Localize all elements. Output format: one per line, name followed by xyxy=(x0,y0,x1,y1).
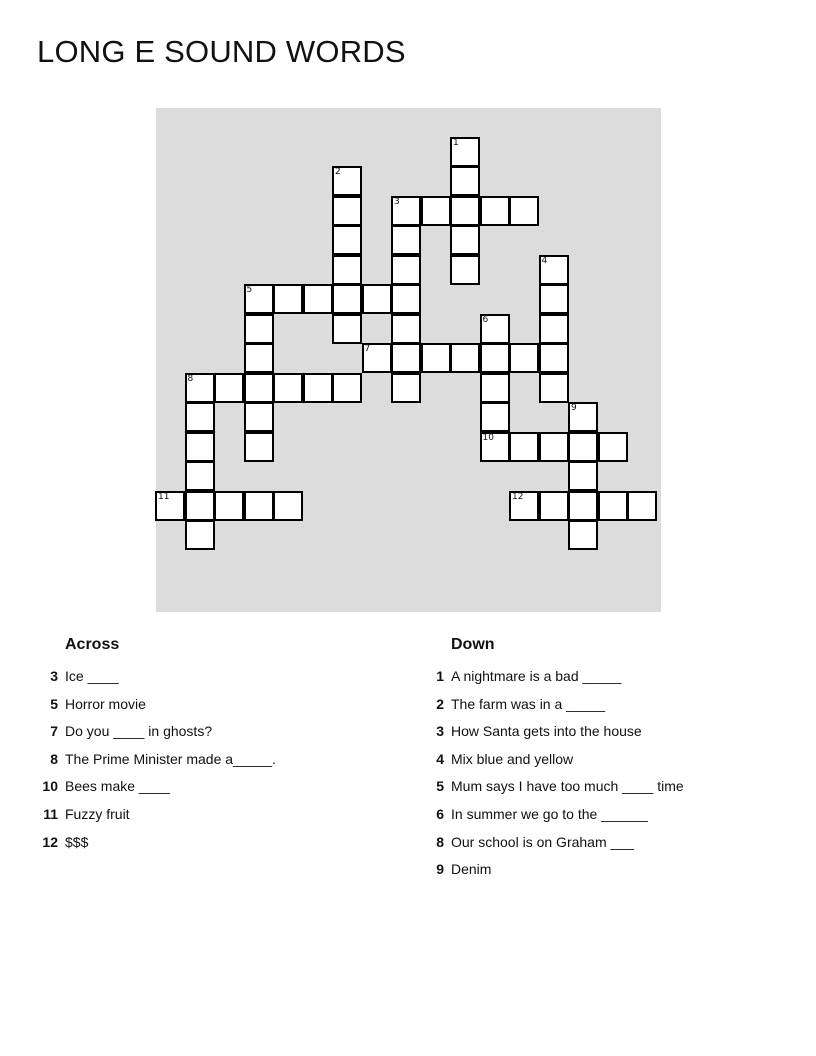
grid-cell[interactable] xyxy=(480,196,510,226)
clue-text: The farm was in a _____ xyxy=(451,695,606,712)
clue-text: Mum says I have too much ____ time xyxy=(451,778,684,795)
grid-cell[interactable] xyxy=(421,343,451,373)
clue-text: The Prime Minister made a_____. xyxy=(65,750,276,767)
grid-cell[interactable] xyxy=(509,491,539,521)
grid-cell[interactable] xyxy=(391,314,421,344)
grid-cell[interactable] xyxy=(539,343,569,373)
cell-number: 2 xyxy=(335,167,341,177)
grid-cell[interactable] xyxy=(568,432,598,462)
down-heading: Down xyxy=(451,636,495,653)
grid-cell[interactable] xyxy=(332,284,362,314)
grid-cell[interactable] xyxy=(421,196,451,226)
grid-cell[interactable] xyxy=(450,196,480,226)
grid-cell[interactable] xyxy=(539,284,569,314)
grid-cell[interactable] xyxy=(539,255,569,285)
clue-number: 11 xyxy=(43,805,58,822)
grid-cell[interactable] xyxy=(273,491,303,521)
page-title: LONG E SOUND WORDS xyxy=(37,34,406,69)
grid-cell[interactable] xyxy=(244,432,274,462)
grid-cell[interactable] xyxy=(598,432,628,462)
grid-cell[interactable] xyxy=(391,196,421,226)
cell-number: 1 xyxy=(453,137,459,148)
grid-cell[interactable] xyxy=(568,461,598,491)
cell-number: 7 xyxy=(364,344,371,354)
clue-number: 6 xyxy=(436,805,444,822)
grid-cell[interactable] xyxy=(480,314,510,344)
cell-number: 8 xyxy=(187,373,194,384)
grid-cell[interactable] xyxy=(391,284,421,314)
grid-cell[interactable] xyxy=(539,314,569,344)
clue-text: $$$ xyxy=(65,833,89,850)
grid-cell[interactable] xyxy=(332,255,362,285)
grid-cell[interactable] xyxy=(450,137,480,167)
grid-cell[interactable] xyxy=(332,196,362,226)
grid-cell[interactable] xyxy=(598,491,628,521)
grid-cell[interactable] xyxy=(244,373,274,403)
clue-number: 4 xyxy=(436,750,444,767)
grid-cell[interactable] xyxy=(568,402,598,432)
grid-cell[interactable] xyxy=(539,491,569,521)
grid-cell[interactable] xyxy=(480,343,510,373)
grid-cell[interactable] xyxy=(391,255,421,285)
grid-cell[interactable] xyxy=(391,373,421,403)
clue-number: 3 xyxy=(436,723,444,740)
clue-text: Horror movie xyxy=(65,695,146,712)
clue-number: 1 xyxy=(436,668,444,684)
grid-cell[interactable] xyxy=(568,491,598,521)
clue-number: 5 xyxy=(436,778,444,795)
clue-text: Ice ____ xyxy=(65,668,119,684)
clue-text: Fuzzy fruit xyxy=(65,805,130,822)
cell-number: 3 xyxy=(394,196,400,207)
grid-cell[interactable] xyxy=(509,432,539,462)
grid-cell[interactable] xyxy=(391,225,421,255)
grid-cell[interactable] xyxy=(509,343,539,373)
grid-cell[interactable] xyxy=(244,343,274,373)
grid-cell[interactable] xyxy=(362,284,392,314)
grid-cell[interactable] xyxy=(244,491,274,521)
clue-text: Do you ____ in ghosts? xyxy=(65,723,213,740)
grid-cell[interactable] xyxy=(362,343,392,373)
grid-cell[interactable] xyxy=(332,314,362,344)
clue-number: 2 xyxy=(436,695,444,712)
grid-cell[interactable] xyxy=(185,402,215,432)
grid-cell[interactable] xyxy=(509,196,539,226)
clue-text: A nightmare is a bad _____ xyxy=(451,668,622,684)
cell-number: 12 xyxy=(512,491,524,502)
cell-number: 5 xyxy=(246,285,253,295)
grid-cell[interactable] xyxy=(214,373,244,403)
grid-cell[interactable] xyxy=(450,343,480,373)
grid-cell[interactable] xyxy=(185,432,215,462)
clue-number: 3 xyxy=(50,668,58,684)
clue-number: 8 xyxy=(50,750,58,767)
clue-text: Our school is on Graham ___ xyxy=(451,833,634,850)
clue-number: 10 xyxy=(42,778,58,795)
clue-number: 5 xyxy=(50,695,58,712)
grid-cell[interactable] xyxy=(480,373,510,403)
across-heading: Across xyxy=(65,636,120,653)
cell-number: 4 xyxy=(541,255,548,266)
clue-text: How Santa gets into the house xyxy=(451,723,642,740)
grid-cell[interactable] xyxy=(303,373,333,403)
grid-cell[interactable] xyxy=(539,373,569,403)
clue-number: 12 xyxy=(42,833,58,850)
grid-cell[interactable] xyxy=(568,520,598,550)
grid-cell[interactable] xyxy=(303,284,333,314)
grid-cell[interactable] xyxy=(627,491,657,521)
grid-cell[interactable] xyxy=(480,432,510,462)
clue-number: 8 xyxy=(436,833,444,850)
grid-cell[interactable] xyxy=(539,432,569,462)
grid-cell[interactable] xyxy=(185,491,215,521)
clue-text: Mix blue and yellow xyxy=(451,750,574,767)
grid-cell[interactable] xyxy=(332,373,362,403)
grid-cell[interactable] xyxy=(450,225,480,255)
cell-number: 11 xyxy=(158,491,170,502)
grid-cell[interactable] xyxy=(155,491,185,521)
cell-number: 10 xyxy=(482,432,494,443)
clue-text: Bees make ____ xyxy=(65,778,171,795)
clue-text: Denim xyxy=(451,861,492,878)
grid-cell[interactable] xyxy=(185,373,215,403)
clue-number: 7 xyxy=(50,723,58,740)
clue-text: In summer we go to the ______ xyxy=(451,805,648,822)
grid-cell[interactable] xyxy=(332,225,362,255)
grid-cell[interactable] xyxy=(450,166,480,196)
grid-cell[interactable] xyxy=(450,255,480,285)
cell-number: 6 xyxy=(482,314,489,325)
grid-cell[interactable] xyxy=(244,314,274,344)
grid-cell[interactable] xyxy=(391,343,421,373)
grid-cell[interactable] xyxy=(214,491,244,521)
grid-cell[interactable] xyxy=(273,284,303,314)
grid-cell[interactable] xyxy=(332,166,362,196)
grid-cell[interactable] xyxy=(185,520,215,550)
grid-cell[interactable] xyxy=(244,284,274,314)
grid-cell[interactable] xyxy=(273,373,303,403)
grid-cell[interactable] xyxy=(244,402,274,432)
grid-cell[interactable] xyxy=(185,461,215,491)
crossword-grid xyxy=(156,108,661,612)
cell-number: 9 xyxy=(571,403,577,413)
clue-number: 9 xyxy=(436,861,444,878)
grid-cell[interactable] xyxy=(480,402,510,432)
